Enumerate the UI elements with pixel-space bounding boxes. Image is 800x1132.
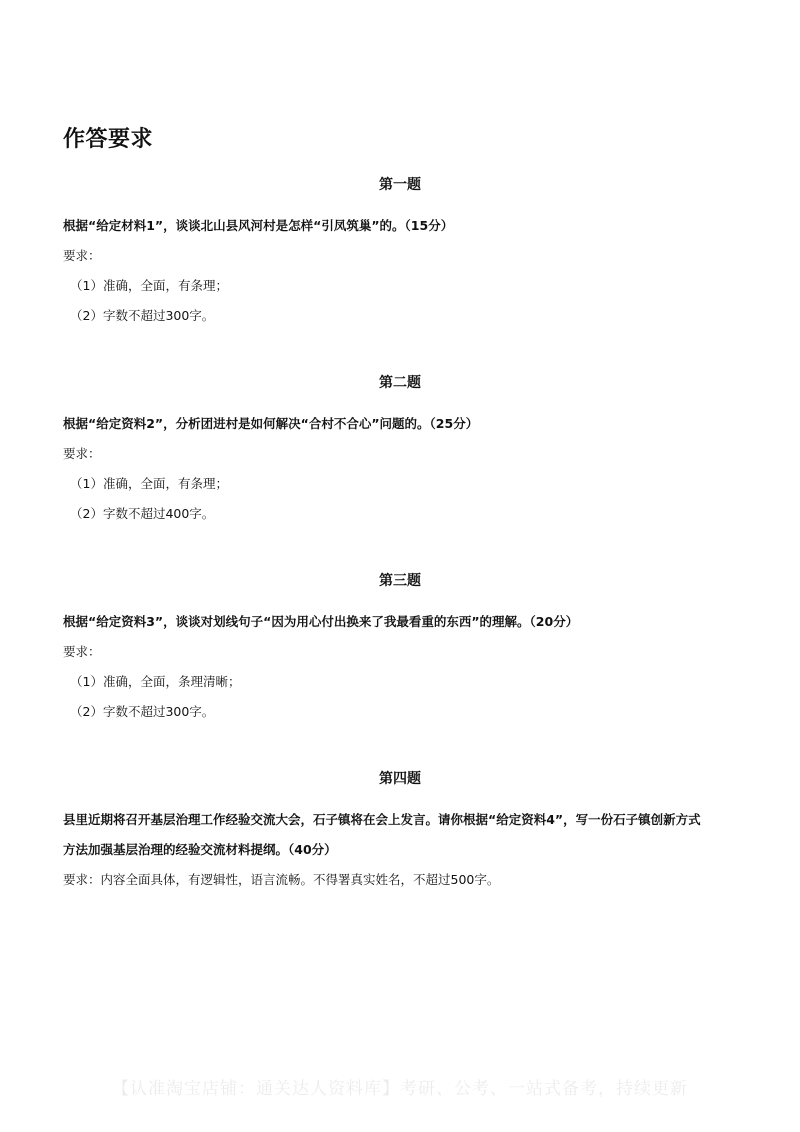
page-heading: 作答要求: [63, 127, 154, 152]
question-2-requirement-label: 要求：: [63, 446, 101, 461]
question-3-stem: 根据“给定资料3”，谈谈对划线句子“因为用心付出换来了我最看重的东西”的理解。（20分）: [63, 614, 579, 629]
question-4-title: 第四题: [379, 771, 421, 787]
question-2-requirement-item: （1）准确，全面，有条理；: [70, 476, 228, 491]
question-1-requirement-label: 要求：: [63, 248, 101, 263]
question-3-requirement-item: （2）字数不超过300字。: [70, 704, 215, 719]
question-4-stem-line-2: 方法加强基层治理的经验交流材料提纲。（40分）: [63, 842, 337, 857]
question-1-stem: 根据“给定材料1”，谈谈北山县风河村是怎样“引凤筑巢”的。（15分）: [63, 218, 454, 233]
question-2-requirement-item: （2）字数不超过400字。: [70, 506, 215, 521]
question-4-stem-line-1: 县里近期将召开基层治理工作经验交流大会，石子镇将在会上发言。请你根据“给定资料4”，写一份石子镇创新方式: [63, 812, 701, 827]
question-4-requirement: 要求：内容全面具体，有逻辑性，语言流畅。不得署真实姓名，不超过500字。: [63, 872, 500, 887]
question-3-requirement-label: 要求：: [63, 644, 101, 659]
question-1-requirement-item: （2）字数不超过300字。: [70, 308, 215, 323]
question-2-title: 第二题: [379, 375, 421, 391]
question-1-requirement-item: （1）准确，全面，有条理；: [70, 278, 228, 293]
question-3-title: 第三题: [379, 573, 421, 589]
question-3-requirement-item: （1）准确，全面，条理清晰；: [70, 674, 241, 689]
question-2-stem: 根据“给定资料2”，分析团进村是如何解决“合村不合心”问题的。（25分）: [63, 416, 479, 431]
question-1-title: 第一题: [379, 177, 421, 193]
footer-watermark: 【认准淘宝店铺：通关达人资料库】考研、公考、一站式备考，持续更新: [112, 1079, 688, 1099]
